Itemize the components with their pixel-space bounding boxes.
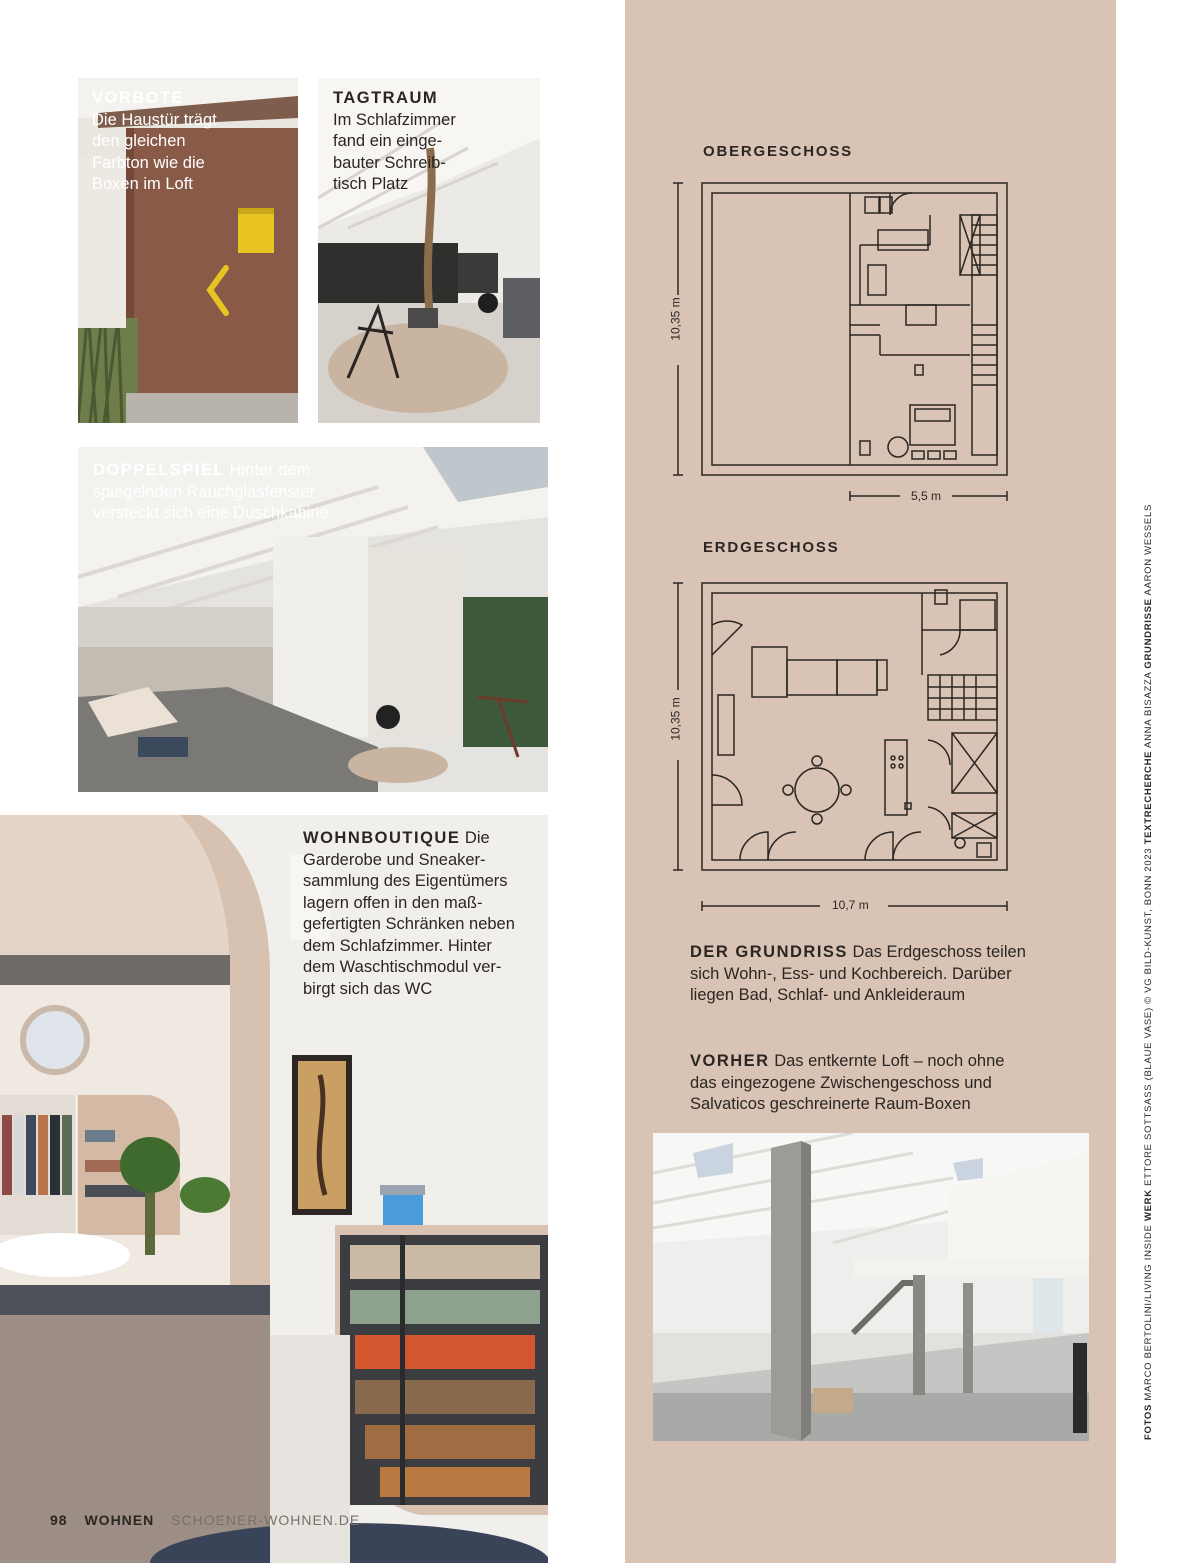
caption-wohnboutique	[303, 828, 515, 1000]
caption-line: fand ein einge-	[333, 132, 443, 150]
caption-title: WOHNBOUTIQUE	[303, 829, 461, 847]
caption-line: lagern offen in den maß-	[303, 893, 483, 912]
credit-text: AARON WESSELS	[1143, 504, 1154, 596]
page-footer	[50, 1512, 360, 1528]
caption-line: Farbton wie die	[92, 153, 205, 172]
plan-title-erdgeschoss: ERDGESCHOSS	[703, 539, 840, 556]
credit-text: MARCO BERTOLINI/LIVING INSIDE	[1143, 1224, 1154, 1401]
text-title: DER GRUNDRISS	[690, 943, 848, 961]
text-line: liegen Bad, Schlaf- und Ankleideraum	[690, 986, 966, 1004]
caption-line: gefertigten Schränken neben	[303, 915, 515, 933]
photo-credits	[1143, 504, 1154, 1440]
caption-line: Garderobe und Sneaker-	[303, 850, 486, 869]
caption-line: bauter Schreib-	[333, 153, 446, 172]
dimension-height-obergeschoss: 10,35 m	[668, 297, 683, 341]
dimension-height-erdgeschoss: 10,35 m	[668, 697, 683, 741]
photo-vorher	[653, 1133, 1089, 1441]
caption-line: sammlung des Eigentümers	[303, 872, 508, 890]
caption-tagtraum	[333, 88, 456, 196]
caption-title: TAGTRAUM	[333, 89, 439, 107]
caption-line: birgt sich das WC	[303, 979, 433, 998]
website: SCHOENER-WOHNEN.DE	[171, 1512, 361, 1528]
plan-title-obergeschoss: OBERGESCHOSS	[703, 143, 853, 160]
caption-lead: Die	[464, 829, 490, 847]
caption-line: Im Schlafzimmer	[333, 110, 456, 129]
text-line: das eingezogene Zwischengeschoss und	[690, 1073, 992, 1092]
text-line: sich Wohn-, Ess- und Kochbereich. Darüber	[690, 964, 1012, 983]
caption-line: versteckt sich eine Duschkabine	[93, 504, 329, 522]
credit-label: FOTOS	[1143, 1403, 1154, 1440]
section-name: WOHNEN	[84, 1512, 155, 1528]
caption-line: den gleichen	[92, 132, 186, 150]
dimension-width-obergeschoss: 5,5 m	[911, 489, 942, 503]
text-vorher	[690, 1051, 1004, 1116]
caption-title: VORBOTE	[92, 89, 185, 107]
caption-vorbote	[92, 88, 217, 196]
caption-lead: Hinter dem	[229, 461, 311, 479]
dimension-width-erdgeschoss: 10,7 m	[832, 898, 869, 912]
credit-text: ANNA BISAZZA	[1143, 671, 1154, 748]
credit-label: GRUNDRISSE	[1143, 598, 1154, 669]
caption-doppelspiel	[93, 460, 329, 525]
text-lead: Das Erdgeschoss teilen	[852, 943, 1026, 961]
caption-line: Boxen im Loft	[92, 175, 193, 193]
page-number: 98	[50, 1512, 68, 1528]
caption-line: spiegelnden Rauchglasfenster	[93, 482, 315, 501]
floorplan-obergeschoss	[660, 175, 1020, 505]
caption-title: DOPPELSPIEL	[93, 461, 226, 479]
text-grundriss	[690, 942, 1026, 1007]
caption-line: dem Schlafzimmer. Hinter	[303, 936, 492, 955]
text-lead: Das entkernte Loft – noch ohne	[774, 1052, 1005, 1070]
caption-line: Die Haustür trägt	[92, 110, 217, 129]
credit-text: ETTORE SOTTSASS (BLAUE VASE) © VG BILD-KUNST, BONN 2023	[1143, 847, 1154, 1186]
floorplan-erdgeschoss	[660, 575, 1020, 915]
text-title: VORHER	[690, 1052, 770, 1070]
text-line: Salvaticos geschreinerte Raum-Boxen	[690, 1095, 971, 1113]
caption-line: tisch Platz	[333, 175, 409, 193]
credit-label: WERK	[1143, 1189, 1154, 1222]
credit-label: TEXTRECHERCHE	[1143, 750, 1154, 845]
caption-line: dem Waschtischmodul ver-	[303, 958, 502, 976]
